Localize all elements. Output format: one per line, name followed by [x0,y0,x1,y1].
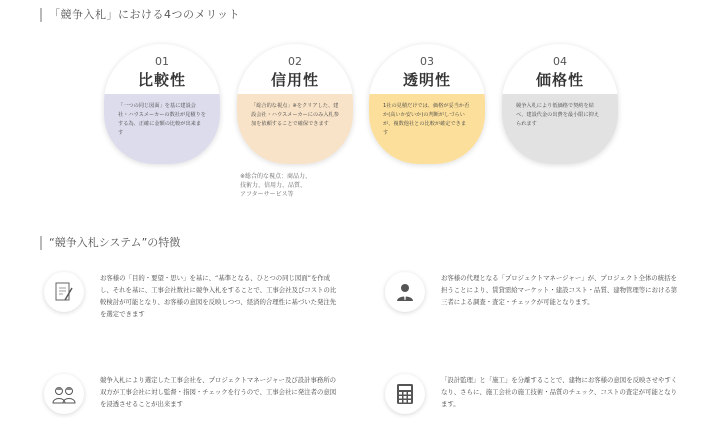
merit-description: 1社の見積だけでは、価格が妥当か否か(高いか安いか)の判断がしづらいが、複数他社との比較が確定できます [369,94,485,164]
merit-number: 03 [420,55,434,68]
merit-number: 01 [155,55,169,68]
calculator-icon [385,374,425,414]
feature-text: お客様の「目的・要望・思い」を基に、“基準となる、ひとつの同じ図面”を作成し、それを基に、工事会社数社に競争入札をすることで、工事会社及びコストの比較検討が可能となり、お客様の意図を反映しつつ、経済的合理性に基づいた発注先を選定できます [100,274,337,318]
feature-text: 「設計監理」と「施工」を分離することで、建物にお客様の意図を反映させやすくなり、さらに、施工会社の施工技術・品質のチェック、コストの査定が可能となります。 [441,376,678,408]
merit-number: 02 [288,55,302,68]
merit-title: 信用性 [270,71,319,89]
merit-cards [104,44,624,170]
footnote: ※総合的な視点：商品力、 技術力、信用力、品質、 アフターサービス等 [240,173,312,198]
merit-card-price [502,44,618,164]
merit-description: 競争入札により低価格で契約を結べ、建設代金の出費を最小限に抑えられます [502,94,618,164]
merit-number: 04 [553,55,567,68]
merits-heading: 「競争入札」における4つのメリット [40,8,240,22]
merit-title: 比較性 [137,71,186,89]
merit-title: 価格性 [535,71,584,89]
merit-description: 「総合的な視点」※をクリアした、建設会社・ハウスメーカーにのみ入札参加を依頼することで確保できます [237,94,353,164]
merit-card-reliability [237,44,353,164]
feature-text: お客様の代理となる「プロジェクトマネージャー」が、プロジェクト全体の統括を担うことにより、賃貸需給マーケット・建設コスト・品質、建物管理等における第三者による調査・査定・チェックが可能となります。 [441,274,678,306]
system-heading: “競争入札システム”の特徴 [40,236,180,250]
workers-icon [44,374,84,414]
merit-description: 「一つの同じ図面」を基に建設会社・ハウスメーカーの数社が見積りをする為、正確に金額の比較が出来ます [104,94,220,164]
feature-text: 競争入札により選定した工事会社を、プロジェクトマネージャー及び設計事務所の双方が工事会社に対し監督・指図・チェックを行うので、工事会社に発注者の意図を浸透させることが出来ます [100,376,337,408]
document-pen-icon [44,272,84,312]
merit-card-comparability [104,44,220,164]
merit-card-transparency [369,44,485,164]
merit-title: 透明性 [402,71,451,89]
manager-icon [385,272,425,312]
